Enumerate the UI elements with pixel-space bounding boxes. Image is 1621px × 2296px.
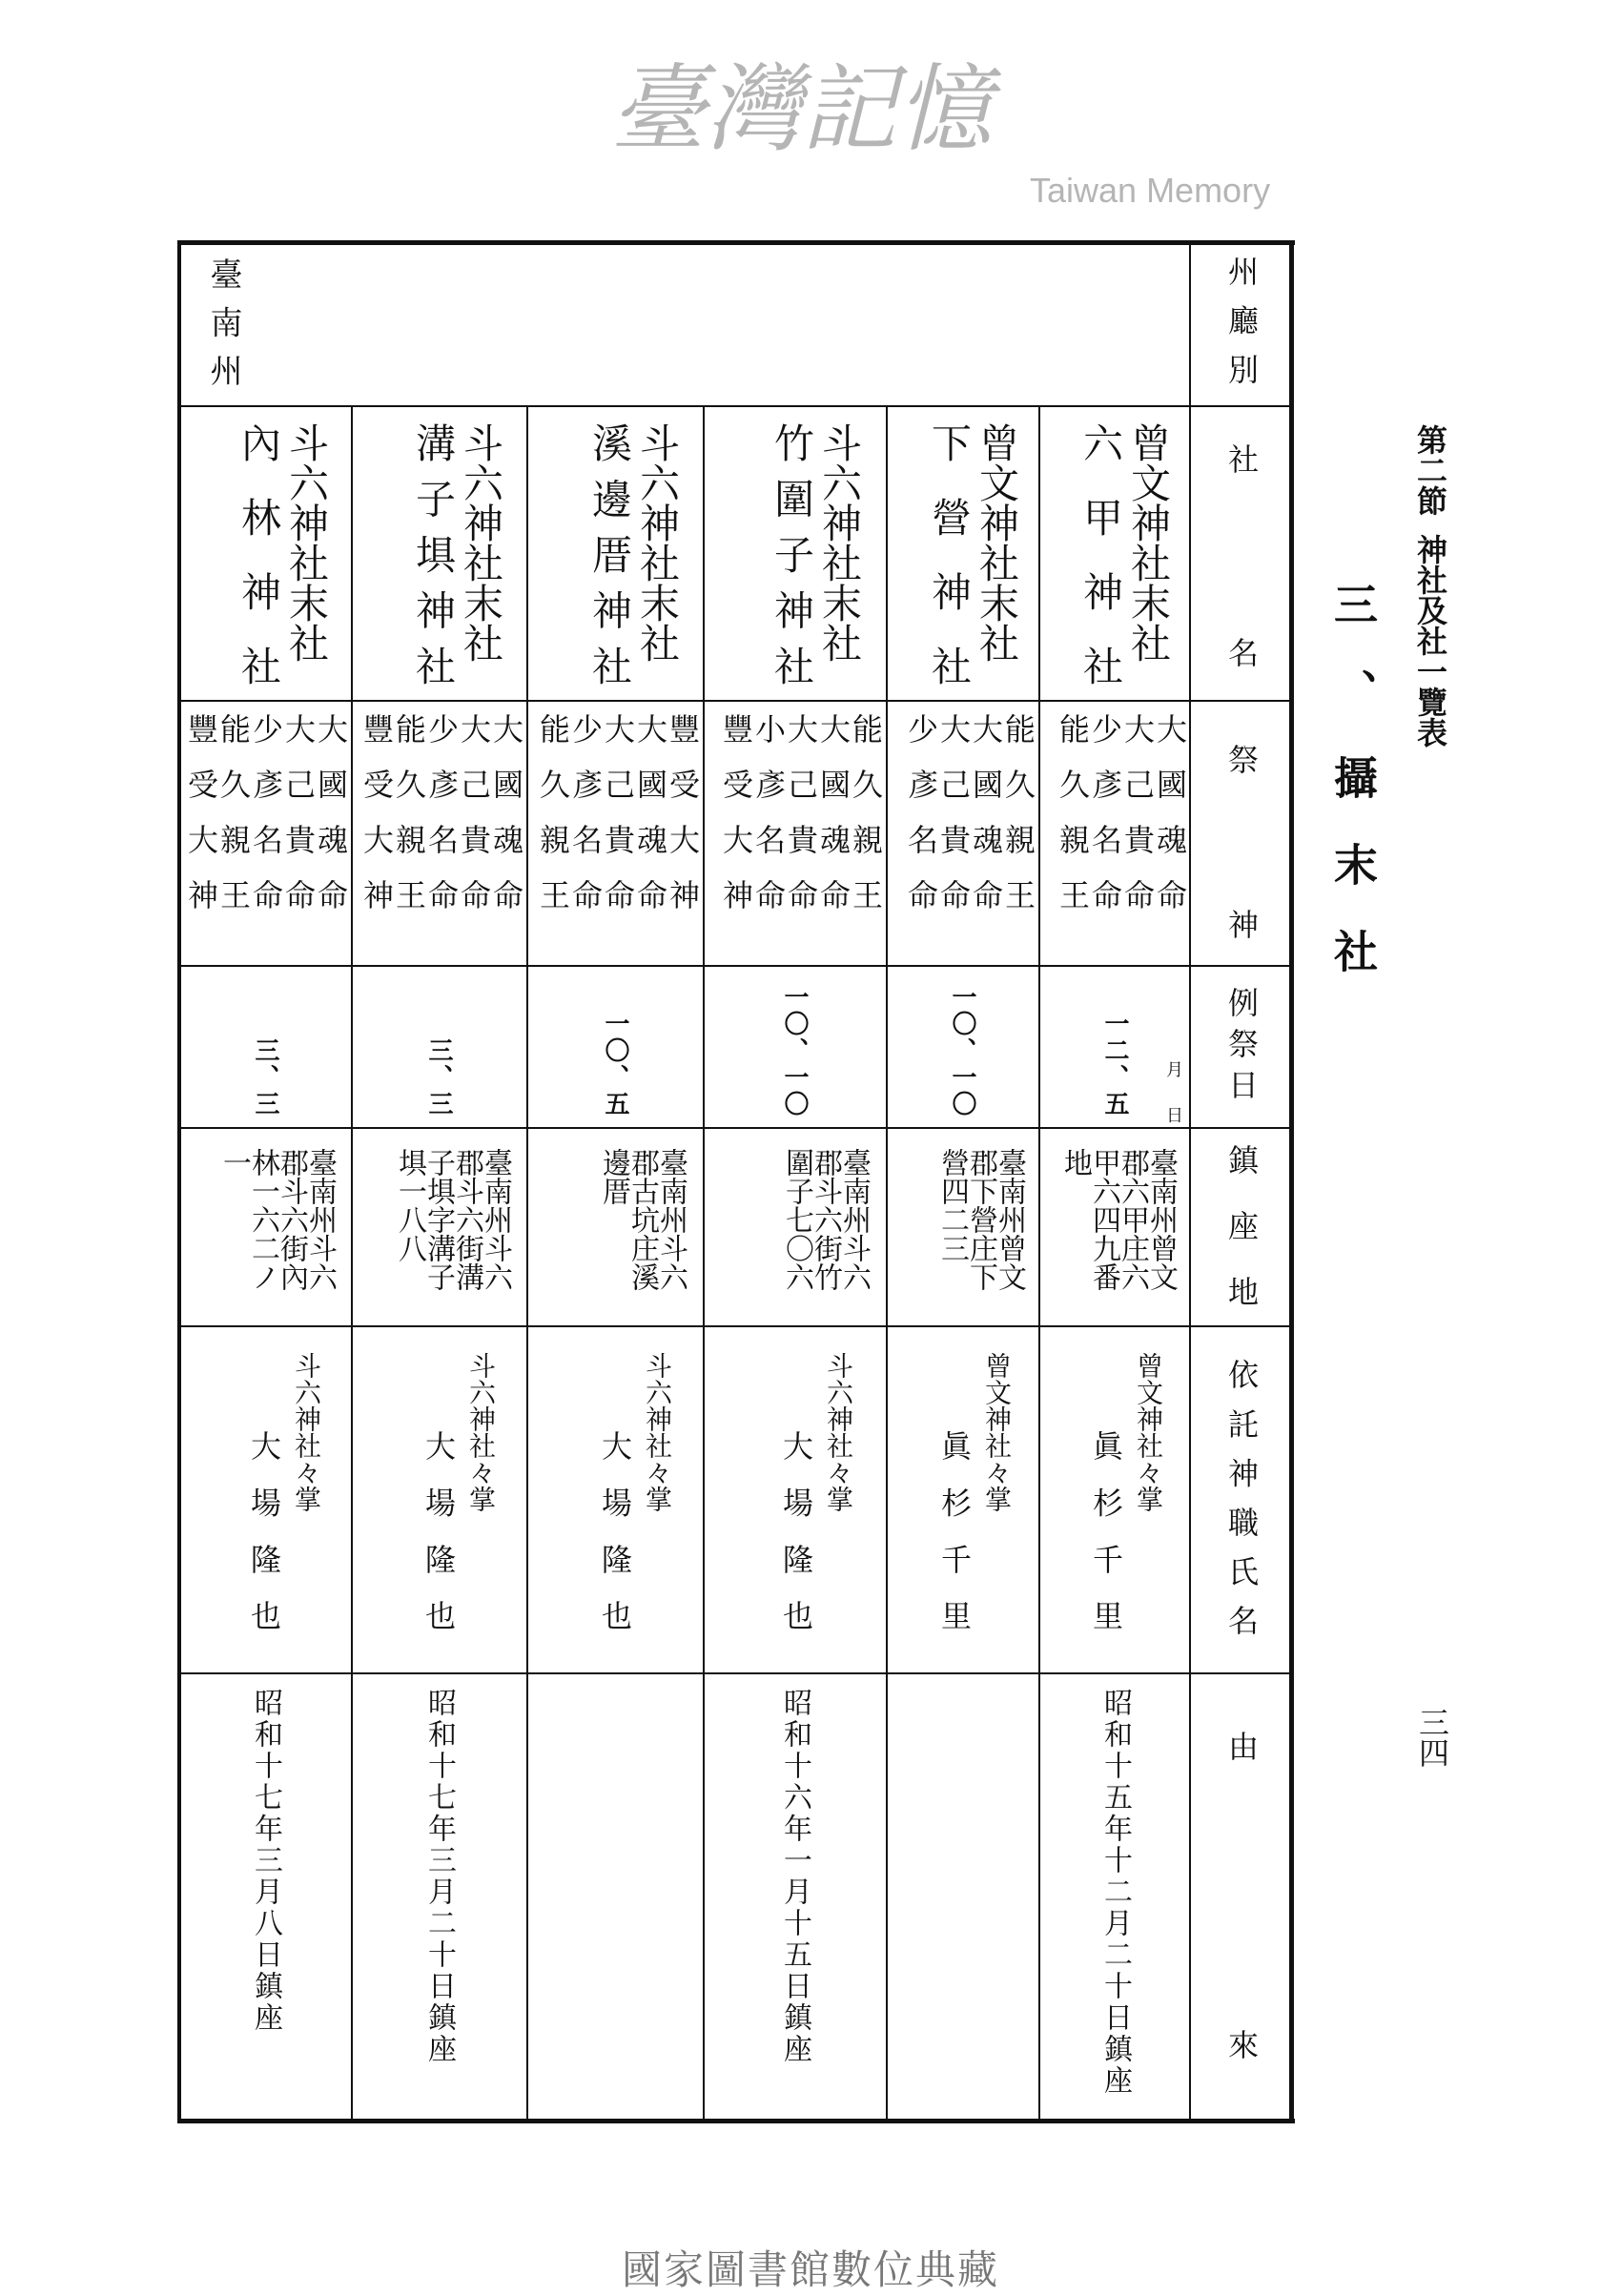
deities-list <box>360 713 523 953</box>
location: 臺南州斗六郡斗六街竹圍子七〇六 <box>780 1148 871 1291</box>
deity-name: 大國魂命 <box>313 713 349 934</box>
festival-date-cell <box>526 965 703 1127</box>
deity-name: 大己貴命 <box>600 713 636 934</box>
shrine-parent-name: 斗六神社末社 <box>816 422 863 663</box>
location-cell <box>526 1127 703 1325</box>
festival-date: 三、三 <box>251 1037 279 1117</box>
deity-name: 能久親王 <box>848 713 884 934</box>
festival-date: 一〇、一〇 <box>780 984 809 1117</box>
deities-list <box>1057 713 1186 953</box>
deity-name: 少彥名命 <box>1087 713 1123 934</box>
prefecture-name: 臺南州 <box>204 257 242 386</box>
table-top-border <box>177 240 1295 245</box>
section-title: 神社及社一覽表 <box>1412 534 1448 748</box>
festival-date: 一二、五 <box>1100 1011 1129 1117</box>
chapter-heading: 三、攝末社 <box>1327 582 1379 973</box>
deity-name: 少彥名命 <box>567 713 604 934</box>
deity-name: 大國魂命 <box>815 713 852 934</box>
header-origin: 由來 <box>1223 1731 1260 2060</box>
shrine-name-cell <box>703 405 886 700</box>
priest-cell <box>703 1325 886 1672</box>
priest-name: 大場隆也 <box>778 1430 814 1630</box>
festival-date-cell <box>886 965 1038 1127</box>
deities-cell <box>351 700 526 965</box>
header-location: 鎮座地 <box>1223 1144 1260 1306</box>
shrine-name: 溝子埧神社 <box>410 422 457 686</box>
shrine-name: 竹圍子神社 <box>769 422 815 686</box>
header-festival-date: 例祭日 <box>1223 987 1260 1099</box>
deity-name: 能久親王 <box>1000 713 1036 934</box>
shrine-name-cell <box>351 405 526 700</box>
location: 臺南州曾文郡下營庄下營四二三 <box>935 1148 1026 1291</box>
location-cell <box>179 1127 351 1325</box>
origin-cell <box>703 1672 886 2122</box>
shrine-parent-name: 斗六神社末社 <box>283 422 330 663</box>
location-cell <box>1038 1127 1190 1325</box>
shrine-name-cell <box>526 405 703 700</box>
watermark-caption: Taiwan Memory <box>1030 171 1271 210</box>
origin-cell <box>526 1672 703 2122</box>
section-number: 第二節 <box>1412 424 1448 516</box>
deity-name: 大己貴命 <box>280 713 317 934</box>
deity-name: 大己貴命 <box>456 713 492 934</box>
origin-cell <box>1038 1672 1190 2122</box>
shrine-name-cell <box>1038 405 1190 700</box>
location-cell <box>886 1127 1038 1325</box>
shrine-parent-name: 斗六神社末社 <box>634 422 681 663</box>
header-prefecture: 州廳別 <box>1223 256 1260 384</box>
deities-list <box>185 713 347 953</box>
priest-title: 斗六神社々掌 <box>465 1352 497 1512</box>
priest-name: 大場隆也 <box>421 1430 457 1630</box>
deities-list <box>905 713 1035 953</box>
deity-name: 能久親王 <box>391 713 427 934</box>
deity-name: 少彥名命 <box>423 713 460 934</box>
origin: 昭和十七年三月二十日鎮座 <box>422 1688 456 2065</box>
priest-cell <box>886 1325 1038 1672</box>
date-unit-label: 月日 <box>1163 1060 1183 1123</box>
deity-name: 大國魂命 <box>632 713 668 934</box>
deity-name: 少彥名命 <box>903 713 939 934</box>
origin: 昭和十六年一月十五日鎮座 <box>778 1688 811 2065</box>
deities-cell <box>703 700 886 965</box>
festival-date: 一〇、五 <box>601 1011 629 1117</box>
festival-date: 一〇、一〇 <box>948 984 976 1117</box>
shrine-name: 溪邊厝神社 <box>586 422 633 686</box>
shrine-name-cell <box>886 405 1038 700</box>
shrine-parent-name: 曾文神社末社 <box>1125 422 1172 663</box>
deity-name: 少彥名命 <box>248 713 284 934</box>
priest-title: 斗六神社々掌 <box>823 1352 854 1512</box>
header-priest: 依託神職氏名 <box>1223 1359 1260 1635</box>
shrine-parent-name: 曾文神社末社 <box>974 422 1020 663</box>
priest-cell <box>526 1325 703 1672</box>
shrine-parent-name: 斗六神社末社 <box>458 422 504 663</box>
deity-name: 能久親王 <box>1055 713 1091 934</box>
deity-name: 豐受大神 <box>665 713 701 934</box>
festival-date-cell <box>351 965 526 1127</box>
priest-title: 曾文神社々掌 <box>1133 1352 1164 1512</box>
page-number: 三四 <box>1414 1707 1450 1768</box>
watermark-logo: 臺灣記憶 <box>610 53 992 165</box>
deity-name: 豐受大神 <box>183 713 219 934</box>
location: 臺南州斗六郡斗六街內林一六二ノ一 <box>217 1148 337 1291</box>
origin-cell <box>886 1672 1038 2122</box>
deities-cell <box>886 700 1038 965</box>
location-cell <box>351 1127 526 1325</box>
header-deities: 祭神 <box>1223 744 1260 939</box>
deity-name: 大國魂命 <box>1152 713 1188 934</box>
origin-cell <box>351 1672 526 2122</box>
location: 臺南州斗六郡古坑庄溪邊厝 <box>597 1148 687 1291</box>
deity-name: 能久親王 <box>215 713 252 934</box>
deity-name: 大國魂命 <box>488 713 524 934</box>
shrine-name: 內林神社 <box>236 422 282 686</box>
priest-title: 斗六神社々掌 <box>642 1352 673 1512</box>
location: 臺南州斗六郡斗六街溝子埧字溝子埧一八八 <box>393 1148 512 1291</box>
festival-date-cell <box>703 965 886 1127</box>
priest-title: 曾文神社々掌 <box>981 1352 1013 1512</box>
festival-date-cell <box>179 965 351 1127</box>
deity-name: 能久親王 <box>535 713 571 934</box>
deity-name: 大己貴命 <box>935 713 972 934</box>
priest-title: 斗六神社々掌 <box>291 1352 322 1512</box>
origin-cell <box>179 1672 351 2122</box>
deity-name: 豐受大神 <box>718 713 754 934</box>
priest-cell <box>179 1325 351 1672</box>
priest-name: 眞杉千里 <box>936 1430 973 1630</box>
origin: 昭和十五年十二月二十日鎮座 <box>1098 1688 1132 2097</box>
header-shrine-name: 社名 <box>1223 443 1260 667</box>
footer-credit: 國家圖書館數位典藏 <box>621 2246 999 2293</box>
festival-date: 三、三 <box>424 1037 453 1117</box>
shrine-name: 下營神社 <box>926 422 973 686</box>
location: 臺南州曾文郡六甲庄六甲六四九番地 <box>1058 1148 1178 1291</box>
deities-list <box>537 713 699 953</box>
priest-name: 眞杉千里 <box>1088 1430 1124 1630</box>
deities-cell <box>179 700 351 965</box>
deities-cell <box>1038 700 1190 965</box>
priest-name: 大場隆也 <box>597 1430 633 1630</box>
origin: 昭和十七年三月八日鎮座 <box>249 1688 282 2034</box>
deities-cell <box>526 700 703 965</box>
deity-name: 豐受大神 <box>359 713 395 934</box>
deities-list <box>720 713 882 953</box>
priest-cell <box>351 1325 526 1672</box>
table-right-border <box>1289 240 1294 2123</box>
location-cell <box>703 1127 886 1325</box>
priest-name: 大場隆也 <box>246 1430 282 1630</box>
deity-name: 大己貴命 <box>1119 713 1156 934</box>
shrine-name-cell <box>179 405 351 700</box>
priest-cell <box>1038 1325 1190 1672</box>
shrine-name: 六甲神社 <box>1077 422 1124 686</box>
deity-name: 小彥名命 <box>750 713 787 934</box>
deity-name: 大國魂命 <box>968 713 1004 934</box>
deity-name: 大己貴命 <box>783 713 819 934</box>
